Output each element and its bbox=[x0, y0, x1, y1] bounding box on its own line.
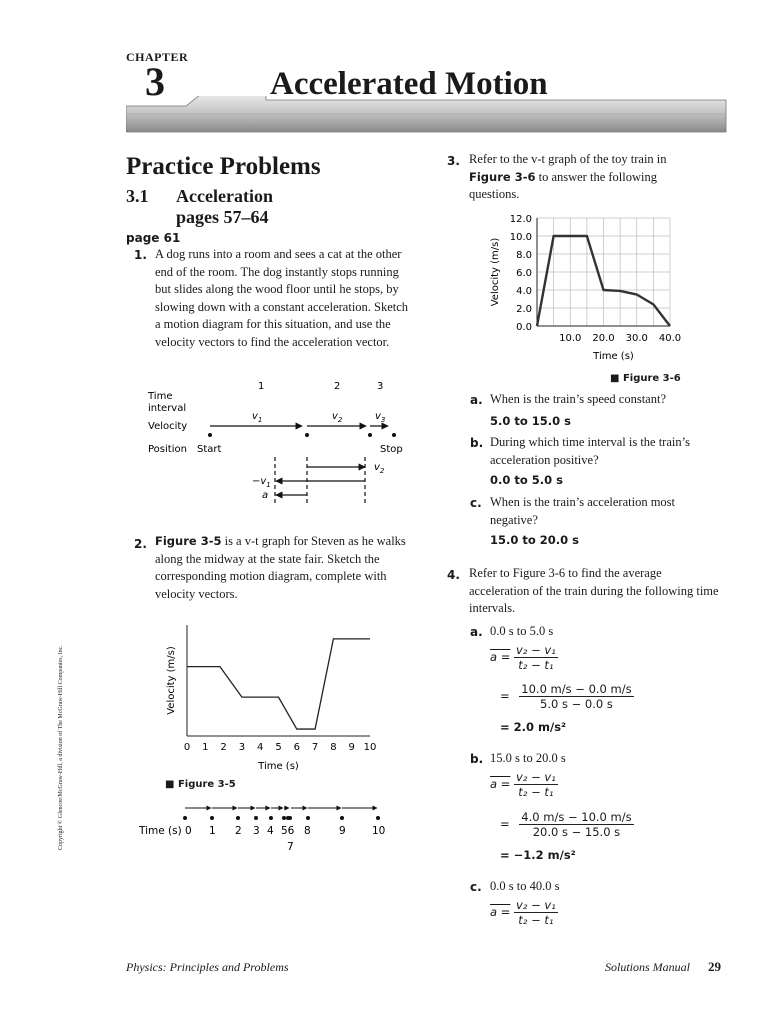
page-reference: page 61 bbox=[126, 231, 181, 245]
p4-part-a-interval: 0.0 s to 5.0 s bbox=[490, 624, 554, 638]
start-label: Start bbox=[197, 444, 222, 455]
y-tick-label: 4.0 bbox=[516, 286, 532, 297]
mark-4: 4 bbox=[267, 825, 274, 837]
mark-1: 1 bbox=[209, 825, 216, 837]
x-axis-label: Time (s) bbox=[593, 351, 634, 362]
figure-3-5-ref: Figure 3-5 bbox=[155, 534, 222, 548]
interval-1-label: 1 bbox=[258, 381, 265, 392]
stop-label: Stop bbox=[380, 444, 403, 455]
a-bar: a = bbox=[490, 650, 511, 664]
position-dot bbox=[368, 433, 372, 437]
x-tick-label: 5 bbox=[275, 742, 282, 753]
mark-2: 2 bbox=[235, 825, 242, 837]
problem-3-number: 3. bbox=[447, 154, 460, 168]
x-tick-label: 0 bbox=[183, 742, 191, 753]
mark-10: 10 bbox=[372, 825, 386, 837]
p4a-den: 5.0 s − 0.0 s bbox=[540, 697, 613, 711]
problem-1-number: 1. bbox=[134, 248, 147, 262]
mark-9: 9 bbox=[339, 825, 346, 837]
section-pages: pages 57–64 bbox=[176, 207, 269, 227]
p4b-result: = −1.2 m/s² bbox=[500, 848, 576, 862]
p4a-num: 10.0 m/s − 0.0 m/s bbox=[521, 682, 632, 696]
mark-8: 8 bbox=[304, 825, 311, 837]
p3-part-c-label: c. bbox=[470, 496, 482, 510]
x-tick-label: 8 bbox=[330, 742, 337, 753]
y-axis-label: Velocity (m/s) bbox=[166, 646, 177, 715]
neg-v1-label: $-v_1$ bbox=[252, 476, 271, 489]
p3-part-c-question: When is the train’s acceleration most negative? bbox=[490, 495, 676, 527]
p3-part-b-answer: 0.0 to 5.0 s bbox=[490, 473, 563, 487]
p4-part-c-label: c. bbox=[470, 880, 482, 894]
problem-4-number: 4. bbox=[447, 568, 460, 582]
interval-3-label: 3 bbox=[377, 381, 384, 392]
mark-56: 56 bbox=[281, 825, 295, 837]
y-tick-label: 0.0 bbox=[516, 322, 532, 333]
dog-motion-diagram bbox=[140, 375, 420, 505]
x-tick-label: 4 bbox=[257, 742, 264, 753]
x-tick-label: 9 bbox=[348, 742, 355, 753]
footer-book-title: Physics: Principles and Problems bbox=[126, 960, 289, 974]
y-tick-label: 6.0 bbox=[516, 268, 532, 279]
p4-part-c-interval: 0.0 s to 40.0 s bbox=[490, 879, 560, 893]
p4b-substitution: = $\frac{4.0 m/s - 10.0 m/s}{20.0 s - 15.0 s}$ bbox=[500, 810, 632, 839]
interval-2-label: 2 bbox=[334, 381, 341, 392]
p4b-num: 4.0 m/s − 10.0 m/s bbox=[521, 810, 632, 824]
p3-part-a-label: a. bbox=[470, 393, 483, 407]
y-tick-label: 12.0 bbox=[509, 214, 532, 225]
p3-part-b-question: During which time interval is the train’s acceleration positive? bbox=[490, 435, 690, 467]
formula-num: v₂ − v₁ bbox=[516, 643, 556, 657]
v2-vector-label: $v_2$ bbox=[374, 462, 385, 475]
position-row-label: Position bbox=[148, 444, 187, 455]
section-number: 3.1 bbox=[126, 186, 149, 206]
p4a-substitution: = $\frac{10.0 m/s - 0.0 m/s}{5.0 s - 0.0 s}$ bbox=[500, 682, 632, 711]
practice-problems-heading: Practice Problems bbox=[126, 153, 321, 180]
x-tick-label: 40.0 bbox=[658, 333, 682, 344]
p3-part-b-label: b. bbox=[470, 436, 484, 450]
x-tick-label: 20.0 bbox=[592, 333, 615, 344]
v1-label: $v_1$ bbox=[252, 411, 263, 424]
section-title-line1: Acceleration bbox=[176, 186, 273, 206]
p3-part-a-question: When is the train’s speed constant? bbox=[490, 392, 666, 406]
x-tick-label: 10 bbox=[363, 742, 377, 753]
problem-2-number: 2. bbox=[134, 537, 147, 551]
p3-part-c-answer: 15.0 to 20.0 s bbox=[490, 533, 580, 547]
p4c-formula: a = $\frac{\text{v₂ − v₁}}{\text{t₂ − t₁}}$ bbox=[490, 898, 556, 927]
velocity-row-label: Velocity bbox=[148, 421, 188, 432]
figure-3-5-caption: ■ Figure 3-5 bbox=[165, 779, 236, 790]
p4-part-b-label: b. bbox=[470, 752, 484, 766]
x-tick-label: 3 bbox=[238, 742, 246, 753]
p4-part-a-label: a. bbox=[470, 625, 483, 639]
y-tick-label: 2.0 bbox=[516, 304, 532, 315]
y-tick-label: 8.0 bbox=[516, 250, 532, 261]
time-interval-label-2: interval bbox=[148, 403, 187, 414]
x-tick-label: 1 bbox=[202, 742, 209, 753]
problem-1-text: A dog runs into a room and sees a cat at the other end of the room. The dog instantly stops running but slides along the wood floor until he stops, by slowing down with a constant acceleration. Sketch a motion diagram for this situation, and use the velocity vectors to find the acceleration vector. bbox=[155, 247, 409, 349]
steven-motion-diagram bbox=[135, 800, 395, 860]
time-axis-label: Time (s) 0 bbox=[139, 825, 192, 837]
formula-den: t₂ − t₁ bbox=[518, 658, 554, 672]
position-dot bbox=[392, 433, 396, 437]
problem-3-text: Refer to the v-t graph of the toy train in Figure 3-6 to answer the following questions. bbox=[469, 152, 667, 202]
p4a-result: = 2.0 m/s² bbox=[500, 720, 567, 734]
page-number: 29 bbox=[708, 959, 721, 974]
time-interval-label: Time bbox=[148, 391, 173, 402]
problem-2-text bbox=[155, 533, 417, 603]
x-tick-label: 7 bbox=[311, 742, 319, 753]
mark-7: 7 bbox=[287, 841, 294, 853]
figure-3-6-caption: ■ Figure 3-6 bbox=[610, 373, 681, 384]
x-tick-label: 30.0 bbox=[625, 333, 648, 344]
chapter-label: CHAPTER bbox=[126, 50, 189, 64]
p4b-formula: a = $\frac{\text{v₂ − v₁}}{\text{t₂ − t₁}}$ bbox=[490, 770, 556, 799]
velocity-line bbox=[187, 639, 370, 729]
v2-label: $v_2$ bbox=[332, 411, 343, 424]
x-tick-label: 10.0 bbox=[559, 333, 582, 344]
figure-3-5-chart bbox=[160, 620, 390, 775]
position-dot bbox=[208, 433, 212, 437]
section-title bbox=[176, 186, 273, 228]
p4b-den: 20.0 s − 15.0 s bbox=[532, 825, 621, 839]
figure-3-6-chart bbox=[485, 210, 685, 365]
p4-part-b-interval: 15.0 s to 20.0 s bbox=[490, 751, 566, 765]
y-tick-label: 10.0 bbox=[509, 232, 532, 243]
problem-2-body: is a v-t graph for Steven as he walks along the midway at the state fair. Sketch the corresponding motion diagram, complete with velocity vectors. bbox=[155, 534, 406, 601]
v3-label: $v_3$ bbox=[375, 411, 386, 424]
chapter-title: Accelerated Motion bbox=[270, 66, 548, 102]
copyright-notice: Copyright © Glencoe/McGraw-Hill, a division of The McGraw-Hill Companies, Inc. bbox=[58, 645, 64, 850]
problem-4-text: Refer to Figure 3-6 to find the average acceleration of the train during the following time intervals. bbox=[469, 566, 719, 616]
x-axis-label: Time (s) bbox=[258, 761, 299, 772]
footer-manual: Solutions Manual bbox=[605, 960, 691, 974]
position-dot bbox=[305, 433, 309, 437]
p3-part-a-answer: 5.0 to 15.0 s bbox=[490, 414, 571, 428]
p4a-formula bbox=[490, 643, 558, 672]
mark-3: 3 bbox=[253, 825, 260, 837]
x-tick-label: 6 bbox=[293, 742, 300, 753]
x-tick-label: 2 bbox=[220, 742, 227, 753]
acceleration-label: a bbox=[262, 490, 269, 501]
y-axis-label: Velocity (m/s) bbox=[490, 237, 501, 307]
figure-3-6-ref: Figure 3-6 bbox=[469, 169, 536, 184]
chapter-number: 3 bbox=[145, 59, 165, 104]
